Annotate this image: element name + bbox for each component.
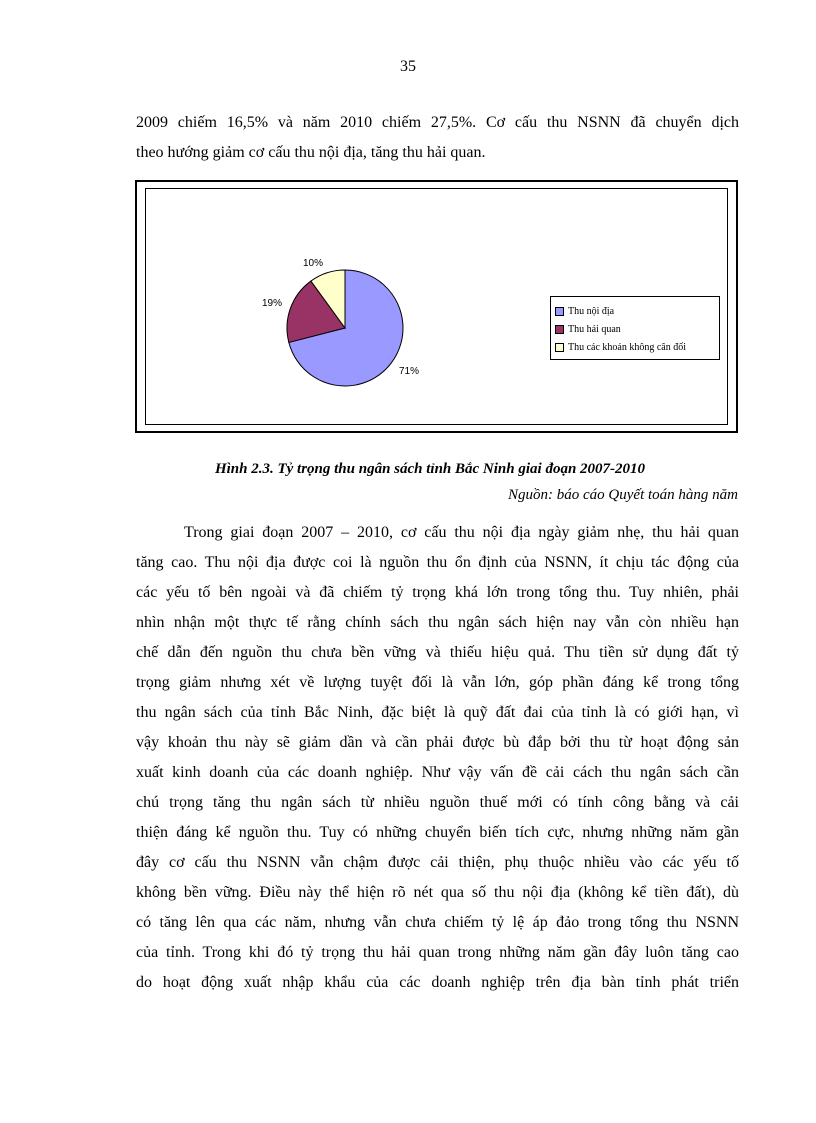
body-line: xuất kinh doanh của các doanh nghiệp. Như vậy vấn đề cải cách thu ngân sách cần (136, 764, 739, 781)
intro-paragraph (136, 108, 739, 168)
body-line: Trong giai đoạn 2007 – 2010, cơ cấu thu nội địa ngày giảm nhẹ, thu hải quan (184, 524, 739, 541)
intro-line: 2009 chiếm 16,5% và năm 2010 chiếm 27,5%. Cơ cấu thu NSNN đã chuyển dịch (136, 114, 739, 131)
pie-data-label: 71% (398, 366, 420, 377)
legend-label: Thu các khoản không cân đối (568, 341, 687, 353)
body-line: đây cơ cấu thu NSNN vẫn chậm được cải thiện, phụ thuộc nhiều vào các yếu tố (136, 854, 739, 871)
body-line: thu ngân sách của tỉnh Bắc Ninh, đặc biệt là quỹ đất đai của tỉnh là có giới hạn, vì (136, 704, 739, 721)
legend-swatch-khong-can-doi (555, 343, 564, 352)
pie-data-label: 10% (302, 258, 324, 269)
legend-label: Thu nội địa (568, 305, 615, 317)
body-line: của tỉnh. Trong khi đó tỷ trọng thu hải quan trong những năm gần đây luôn tăng cao (136, 944, 739, 961)
legend-item (555, 320, 715, 338)
legend-swatch-thu-noi-dia (555, 307, 564, 316)
body-line: vậy khoản thu này sẽ giảm dần và cần phải được bù đắp bởi thu từ hoạt động sản (136, 734, 739, 751)
legend-item (555, 338, 715, 356)
figure-source: Nguồn: báo cáo Quyết toán hàng năm (508, 487, 738, 503)
page-number: 35 (400, 58, 416, 75)
body-line: chú trọng tăng thu ngân sách từ nhiều nguồn thuế mới có tính công bằng và cải (136, 794, 739, 811)
legend-label: Thu hải quan (568, 323, 621, 335)
body-line: các yếu tố bên ngoài và đã chiếm tỷ trọng khá lớn trong tổng thu. Tuy nhiên, phải (136, 584, 739, 601)
legend-swatch-thu-hai-quan (555, 325, 564, 334)
body-line: do hoạt động xuất nhập khẩu của các doanh nghiệp trên địa bàn tỉnh phát triển (136, 974, 739, 991)
body-line: chế dẫn đến nguồn thu chưa bền vững và thiếu hiệu quả. Thu tiền sử dụng đất tỷ (136, 644, 739, 661)
body-line: có tăng lên qua các năm, nhưng vẫn chưa chiếm tỷ lệ áp đảo trong tổng thu NSNN (136, 914, 739, 931)
body-line: tăng cao. Thu nội địa được coi là nguồn thu ổn định của NSNN, ít chịu tác động của (136, 554, 739, 571)
intro-line: theo hướng giảm cơ cấu thu nội địa, tăng thu hải quan. (136, 144, 486, 161)
figure-caption: Hình 2.3. Tỷ trọng thu ngân sách tỉnh Bắc Ninh giai đoạn 2007-2010 (214, 461, 646, 477)
body-line: trọng giảm nhưng xét về lượng tuyệt đối là vẫn lớn, góp phần đáng kể trong tổng (136, 674, 739, 691)
body-line: thiện đáng kể nguồn thu. Tuy có những chuyển biến tích cực, nhưng những năm gần (136, 824, 739, 841)
chart-legend (550, 296, 720, 360)
body-line: không bền vững. Điều này thể hiện rõ nét qua số thu nội địa (không kể tiền đất), dù (136, 884, 739, 901)
pie-data-label: 19% (261, 298, 283, 309)
chart-frame (135, 180, 738, 433)
legend-item (555, 302, 715, 320)
body-paragraph (136, 518, 739, 998)
body-line: nhìn nhận một thực tế rằng chính sách thu ngân sách hiện nay vẫn còn nhiều hạn (136, 614, 739, 631)
